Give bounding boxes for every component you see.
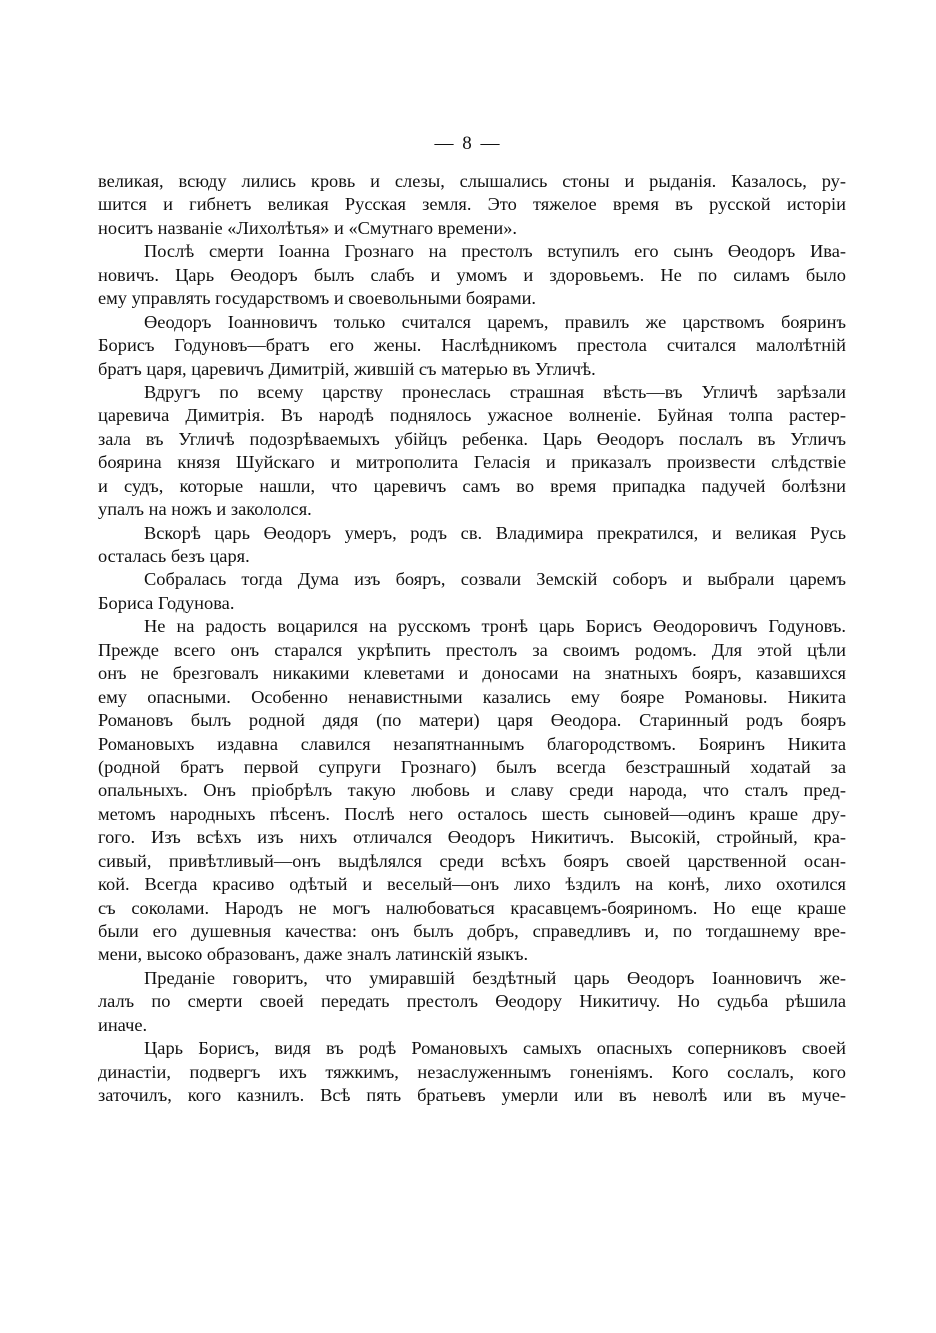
text-line: Борисъ Годуновъ—братъ его жены. Наслѣдникомъ престола считался малолѣтній: [98, 335, 846, 356]
text-line: съ соколами. Народъ не могъ налюбоваться красавцемъ-бояриномъ. Но еще краше: [98, 897, 846, 918]
text-line: опальныхъ. Онъ пріобрѣлъ такую любовь и славу среди народа, что сталъ пред-: [98, 780, 846, 801]
text-line: Романовъ былъ родной дядя (по матери) царя Өеодора. Старинный родъ бояръ: [98, 710, 846, 731]
text-line: гого. Изъ всѣхъ изъ нихъ отличался Өеодоръ Никитичъ. Высокій, стройный, кра-: [98, 827, 846, 848]
text-line: Послѣ смерти Іоанна Грознаго на престолъ вступилъ его сынъ Өеодоръ Ива-: [144, 241, 846, 262]
text-line: метомъ народныхъ пѣсенъ. Послѣ него осталось шесть сыновей—одинъ краше дру-: [98, 803, 846, 824]
text-line: (родной братъ первой супруги Грознаго) былъ всегда безстрашный ходатай за: [98, 756, 846, 777]
text-line: боярина князя Шуйскаго и митрополита Геласія и приказалъ произвести слѣдствіе: [98, 452, 846, 473]
text-line: и судъ, которые нашли, что царевичъ самъ во время припадка падучей болѣзни: [98, 475, 846, 496]
text-line: мени, высоко образованъ, даже зналъ латинскій языкъ.: [98, 944, 529, 965]
text-line: царевича Димитрія. Въ народѣ поднялось ужасное волненіе. Буйная толпа растер-: [98, 405, 846, 426]
text-line: лалъ по смерти своей передать престолъ Өеодору Никитичу. Но судьба рѣшила: [98, 991, 846, 1012]
text-line: Өеодоръ Іоанновичъ только считался царемъ, правилъ же царствомъ бояринъ: [144, 311, 846, 332]
text-line: Романовыхъ издавна славился незапятнаннымъ благородствомъ. Бояринъ Никита: [98, 733, 846, 754]
text-line: осталась безъ царя.: [98, 546, 250, 566]
text-line: Прежде всего онъ старался укрѣпить престолъ за своимъ родомъ. Для этой цѣли: [98, 639, 846, 660]
text-line: Вдругъ по всему царству пронеслась страшная вѣсть—въ Угличѣ зарѣзали: [144, 381, 846, 402]
text-line: носитъ названіе «Лихолѣтья» и «Смутнаго времени».: [98, 217, 517, 238]
text-line: династіи, подвергъ ихъ тяжкимъ, незаслуженнымъ гоненіямъ. Кого сослалъ, кого: [98, 1061, 846, 1082]
text-line: Бориса Годунова.: [98, 592, 235, 613]
text-line: онъ не брезговалъ никакими клеветами и доносами на знатныхъ бояръ, казавшихся: [98, 663, 846, 684]
text-line: шится и гибнетъ великая Русская земля. Это тяжелое время въ русской исторіи: [98, 194, 846, 215]
text-line: Преданіе говоритъ, что умиравшій бездѣтный царь Өеодоръ Іоанновичъ же-: [144, 967, 846, 988]
text-line: новичъ. Царь Өеодоръ былъ слабъ и умомъ и здоровьемъ. Не по силамъ было: [98, 264, 846, 285]
text-line: иначе.: [98, 1014, 148, 1035]
text-line: заточилъ, кого казнилъ. Всѣ пять братьевъ умерли или въ неволѣ или въ муче-: [98, 1085, 846, 1106]
text-line: Не на радость воцарился на русскомъ тронѣ царь Борисъ Өеодоровичъ Годуновъ.: [144, 616, 846, 637]
text-line: Вскорѣ царь Өеодоръ умеръ, родъ св. Владимира прекратился, и великая Русь: [144, 522, 846, 543]
text-line: кой. Всегда красиво одѣтый и веселый—онъ лихо ѣздилъ на конѣ, лихо охотился: [98, 874, 846, 895]
page-number: — 8 —: [434, 133, 502, 154]
text-line: Собралась тогда Дума изъ бояръ, созвали Земскій соборъ и выбрали царемъ: [144, 569, 846, 590]
text-line: были его душевныя качества: онъ былъ добръ, справедливъ и, по тогдашнему вре-: [98, 921, 846, 941]
text-line: ему управлять государствомъ и своевольными боярами.: [98, 288, 537, 309]
text-line: ему опасными. Особенно ненавистными казались ему бояре Романовы. Никита: [98, 686, 846, 707]
text-line: братъ царя, царевичъ Димитрій, жившій съ матерью въ Угличѣ.: [98, 358, 596, 379]
body-text: [98, 170, 846, 1108]
text-line: Царь Борисъ, видя въ родѣ Романовыхъ самыхъ опасныхъ соперниковъ своей: [144, 1038, 846, 1059]
text-line: сивый, привѣтливый—онъ выдѣлялся среди всѣхъ бояръ своей царственной осан-: [98, 850, 846, 871]
text-line: упалъ на ножъ и закололся.: [98, 499, 312, 520]
text-line: зала въ Угличѣ подозрѣваемыхъ убійцъ ребенка. Царь Өеодоръ послалъ въ Угличъ: [98, 428, 846, 449]
text-line: великая, всюду лились кровь и слезы, слышались стоны и рыданія. Казалось, ру-: [98, 171, 846, 191]
